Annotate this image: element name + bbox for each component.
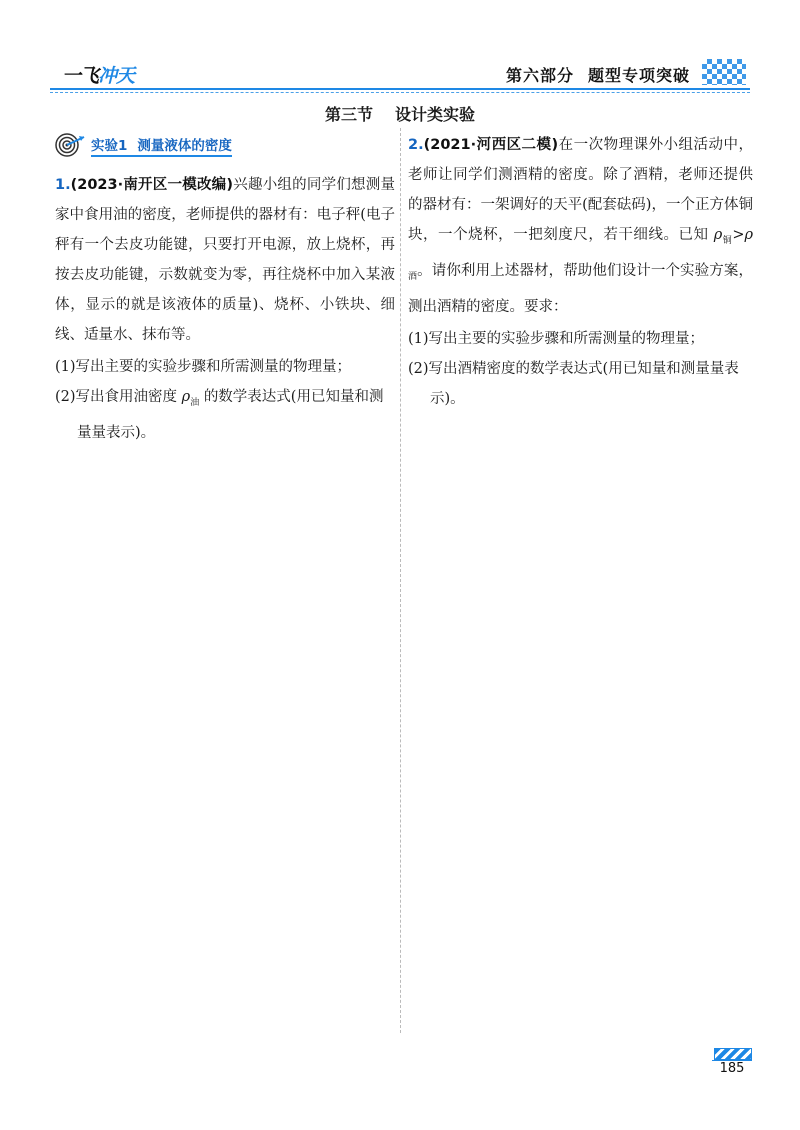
part-title xyxy=(506,63,690,86)
target-icon xyxy=(55,131,85,159)
greater-than: > xyxy=(732,227,745,243)
rho-subscript-copper: 铜 xyxy=(722,235,733,246)
question-1 xyxy=(55,170,395,350)
sub-question-text-2: 的数学表达式(用已知量和测量量表示)。 xyxy=(77,389,384,441)
question-text: 兴趣小组的同学们想测量家中食用油的密度，老师提供的器材有：电子秤(电子秤有一个去皮功能键，只要打开电源，放上烧杯，再按去皮功能键，示数就变为零，再往烧杯中加入某液体，显示的就是该液体的质量)、烧杯、小铁块、细线、适量水、抹布等。 xyxy=(55,177,395,343)
header-divider xyxy=(50,88,750,90)
chapter-name: 设计类实验 xyxy=(395,105,476,124)
question-text-2: 。请你利用上述器材，帮助他们设计一个实验方案，测出酒精的密度。要求： xyxy=(408,262,753,315)
sub-question-1: (1)写出主要的实验步骤和所需测量的物理量； xyxy=(408,330,705,347)
rho-subscript: 油 xyxy=(190,397,200,408)
sub-question-text: (2)写出食用油密度 xyxy=(55,389,178,405)
density-symbol xyxy=(181,389,200,408)
question-source: (2023·南开区一模改编) xyxy=(70,177,234,193)
question-number: 1. xyxy=(55,177,71,193)
sub-question-2: (2)写出酒精密度的数学表达式(用已知量和测量量表示)。 xyxy=(408,360,739,407)
page-number: 185 xyxy=(712,1060,752,1076)
page-header xyxy=(50,55,750,95)
header-divider-dashed xyxy=(50,92,750,93)
rho-symbol: ρ xyxy=(181,389,191,405)
left-column xyxy=(55,130,395,448)
experiment-heading xyxy=(55,130,395,160)
checker-decoration-icon xyxy=(702,59,746,85)
density-comparison xyxy=(713,227,733,246)
question-2 xyxy=(408,130,753,322)
column-divider xyxy=(400,128,401,1033)
question-source: (2021·河西区二模) xyxy=(423,137,559,153)
brand-right: 冲天 xyxy=(98,65,135,87)
topic-label: 题型专项突破 xyxy=(587,66,690,85)
page-number-badge xyxy=(712,1048,752,1078)
rho-symbol: ρ xyxy=(713,227,723,243)
question-text: 在一次物理课外小组活动中，老师让同学们测酒精的密度。除了酒精，老师还提供的器材有：一架调好的天平(配套砝码)，一个正方体铜块，一个烧杯，一把刻度尺，若干细线。已知 xyxy=(408,137,753,243)
stripe-decoration-icon xyxy=(714,1048,752,1060)
part-label: 第六部分 xyxy=(505,66,574,85)
question-number: 2. xyxy=(408,137,424,153)
right-column xyxy=(408,130,753,414)
brand-left: 一飞 xyxy=(62,65,99,87)
sub-question-2 xyxy=(55,382,395,448)
experiment-number: 实验1 xyxy=(91,137,128,154)
chapter-number: 第三节 xyxy=(324,105,373,124)
brand-logo xyxy=(62,61,134,88)
rho-subscript-alcohol: 酒 xyxy=(408,271,418,282)
rho-symbol: ρ xyxy=(744,227,753,243)
experiment-label xyxy=(91,134,232,157)
experiment-title: 测量液体的密度 xyxy=(137,137,232,154)
sub-question-1: (1)写出主要的实验步骤和所需测量的物理量； xyxy=(55,359,352,375)
chapter-title xyxy=(0,102,800,125)
